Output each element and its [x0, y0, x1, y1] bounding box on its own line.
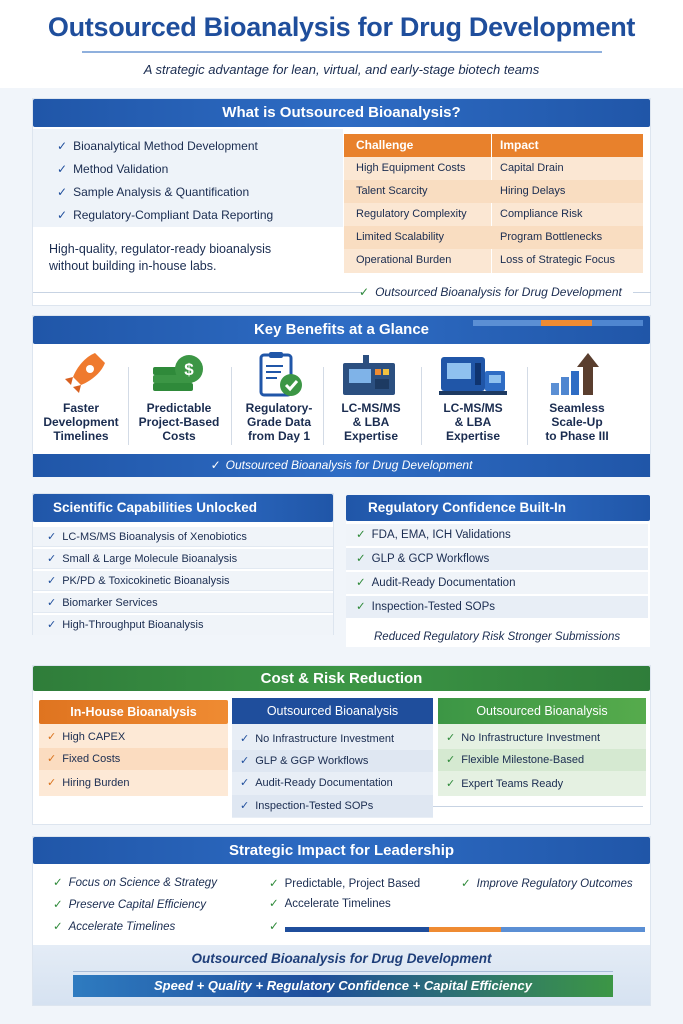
rocket-icon: [33, 349, 129, 401]
strategic-footer-title: Outsourced Bioanalysis for Drug Development: [191, 951, 492, 966]
strategic-heading: Strategic Impact for Leadership: [33, 837, 650, 864]
benefit-text: LC-MS/MS: [443, 401, 503, 415]
strategic-item: ✓ Accelerate Timelines: [269, 898, 391, 910]
title-rule: [82, 51, 602, 53]
lab-instrument-icon: [323, 349, 419, 401]
capability-item: ✓ High-Throughput Bioanalysis: [33, 615, 333, 635]
growth-chart-icon: [529, 349, 625, 401]
table-row: Talent Scarcity Hiring Delays: [344, 180, 643, 203]
benefit-text: Expertise: [343, 429, 399, 443]
regulatory-footer: Reduced Regulatory Risk Stronger Submissions: [374, 631, 621, 643]
header-challenge: Challenge: [356, 138, 414, 152]
summary-line: without building in-house labs.: [49, 259, 217, 273]
what-is-list: [33, 129, 343, 227]
inhouse-heading: In-House Bioanalysis: [39, 700, 228, 724]
benefit-faster-timelines: [33, 349, 129, 443]
capability-item: ✓ Small & Large Molecule Bioanalysis: [33, 549, 333, 569]
capability-item: ✓ PK/PD & Toxicokinetic Bioanalysis: [33, 571, 333, 591]
regulatory-item: ✓ Inspection-Tested SOPs: [346, 596, 648, 618]
summary-line: High-quality, regulator-ready bioanalysis: [49, 242, 272, 256]
outsourced-blue-item: ✓ GLP & GGP Workflows: [232, 750, 433, 772]
regulatory-heading: Regulatory Confidence Built-In: [346, 495, 650, 521]
money-stack-icon: [131, 349, 227, 401]
outsourced-green-item: ✓ Expert Teams Ready: [446, 778, 564, 790]
capabilities-panel: [32, 493, 334, 635]
outsourced-blue-column: [232, 698, 433, 818]
benefit-text: Predictable: [146, 401, 212, 415]
benefit-text: Regulatory-: [245, 401, 313, 415]
cost-panel: [32, 665, 651, 825]
outsourced-green-item: ✓ No Infrastructure Investment: [446, 732, 600, 744]
inhouse-item: ✓ High CAPEX: [47, 731, 126, 743]
page-title: Outsourced Bioanalysis for Drug Development: [47, 12, 636, 42]
heading-accent-lines: [473, 320, 643, 326]
benefit-text: Timelines: [53, 429, 109, 443]
benefits-footer-bar: [33, 454, 650, 477]
what-is-summary: [49, 241, 271, 275]
outsourced-blue-item: ✓ Inspection-Tested SOPs: [232, 795, 433, 817]
benefit-scale-up: [529, 349, 625, 443]
regulatory-item: ✓ Audit-Ready Documentation: [346, 572, 648, 594]
table-row: Regulatory Complexity Compliance Risk: [356, 208, 583, 220]
benefit-lcms-expertise-2: [425, 349, 521, 443]
regulatory-item: ✓ GLP & GCP Workflows: [346, 548, 648, 570]
strategic-item: ✓ Preserve Capital Efficiency: [53, 899, 207, 911]
what-is-panel: [32, 98, 651, 306]
benefit-text: & LBA: [352, 415, 390, 429]
strategic-item: ✓ Accelerate Timelines: [53, 921, 176, 933]
svg-text:$: $: [184, 360, 194, 379]
check-icon: ✓: [210, 458, 221, 472]
capability-item: ✓ Biomarker Services: [33, 593, 333, 613]
benefit-text: Development: [43, 415, 119, 429]
outsourced-green-item: ✓ Flexible Milestone-Based: [438, 749, 646, 771]
strategic-item: ✓ Predictable, Project Based: [269, 878, 421, 890]
inhouse-column: [39, 700, 228, 796]
footer-rule: [73, 971, 613, 972]
strategic-item: ✓ Improve Regulatory Outcomes: [461, 878, 633, 890]
inhouse-item: ✓ Fixed Costs: [39, 748, 228, 770]
benefit-text: Faster: [62, 401, 100, 415]
analyzer-machine-icon: [425, 349, 521, 401]
benefit-regulatory-data: [231, 349, 327, 443]
what-is-item: ✓ Sample Analysis & Quantification: [57, 185, 250, 199]
footer-rule-left: [33, 292, 363, 293]
benefit-text: Scale-Up: [551, 415, 603, 429]
clipboard-check-icon: [231, 349, 327, 401]
strategic-check-accent: ✓: [269, 919, 280, 933]
benefit-text: Seamless: [549, 401, 605, 415]
outsourced-blue-item: ✓ Audit-Ready Documentation: [240, 777, 393, 789]
separator: [527, 367, 528, 445]
outsourced-blue-heading: Outsourced Bioanalysis: [232, 698, 433, 724]
strategic-item: ✓ Focus on Science & Strategy: [53, 877, 217, 889]
what-is-item: ✓ Method Validation: [57, 162, 169, 176]
challenge-table: [344, 134, 643, 273]
capability-item: ✓ LC-MS/MS Bioanalysis of Xenobiotics: [33, 527, 333, 547]
outsourced-green-heading: Outsourced Bioanalysis: [438, 698, 646, 724]
benefit-text: Expertise: [445, 429, 501, 443]
outsourced-green-column: [438, 698, 646, 796]
benefit-text: LC-MS/MS: [341, 401, 401, 415]
benefits-footer-text: Outsourced Bioanalysis for Drug Development: [225, 458, 473, 472]
strategic-accent-bar: [285, 927, 645, 932]
regulatory-panel: [346, 495, 650, 647]
benefit-text: Costs: [162, 429, 196, 443]
what-is-item: ✓ Regulatory-Compliant Data Reporting: [57, 208, 274, 222]
separator: [421, 367, 422, 445]
what-is-footer: ✓ Outsourced Bioanalysis for Drug Development: [359, 285, 622, 299]
benefits-panel: [32, 315, 651, 477]
cost-heading: Cost & Risk Reduction: [33, 666, 650, 691]
strategic-panel: [32, 836, 651, 1006]
separator: [128, 367, 129, 445]
strategic-tagline: Speed + Quality + Regulatory Confidence + Capital Efficiency: [73, 975, 613, 997]
header-impact: Impact: [500, 138, 539, 152]
table-row: High Equipment Costs Capital Drain: [356, 162, 564, 174]
challenge-table-header: [344, 134, 643, 157]
benefit-text: & LBA: [454, 415, 492, 429]
cost-rule: [433, 806, 643, 807]
inhouse-item: ✓ Hiring Burden: [47, 777, 130, 789]
outsourced-blue-item: ✓ No Infrastructure Investment: [240, 733, 394, 745]
regulatory-item: ✓ FDA, EMA, ICH Validations: [346, 524, 648, 546]
benefit-text: to Phase III: [545, 429, 609, 443]
table-row: Operational Burden Loss of Strategic Focus: [356, 254, 615, 266]
capabilities-heading: Scientific Capabilities Unlocked: [33, 494, 333, 522]
footer-rule-right: [633, 292, 651, 293]
benefits-heading: Key Benefits at a Glance: [33, 316, 650, 344]
page-subtitle: A strategic advantage for lean, virtual, and early-stage biotech teams: [143, 62, 540, 77]
benefit-lcms-expertise: [323, 349, 419, 443]
benefits-row: [33, 349, 650, 449]
benefit-text: Project-Based: [138, 415, 220, 429]
what-is-item: ✓ Bioanalytical Method Development: [57, 139, 258, 153]
benefit-predictable-costs: [131, 349, 227, 443]
benefit-text: Grade Data: [246, 415, 312, 429]
what-is-heading: What is Outsourced Bioanalysis?: [33, 99, 650, 127]
benefit-text: from Day 1: [247, 429, 311, 443]
table-row: Limited Scalability Program Bottlenecks: [344, 226, 643, 249]
